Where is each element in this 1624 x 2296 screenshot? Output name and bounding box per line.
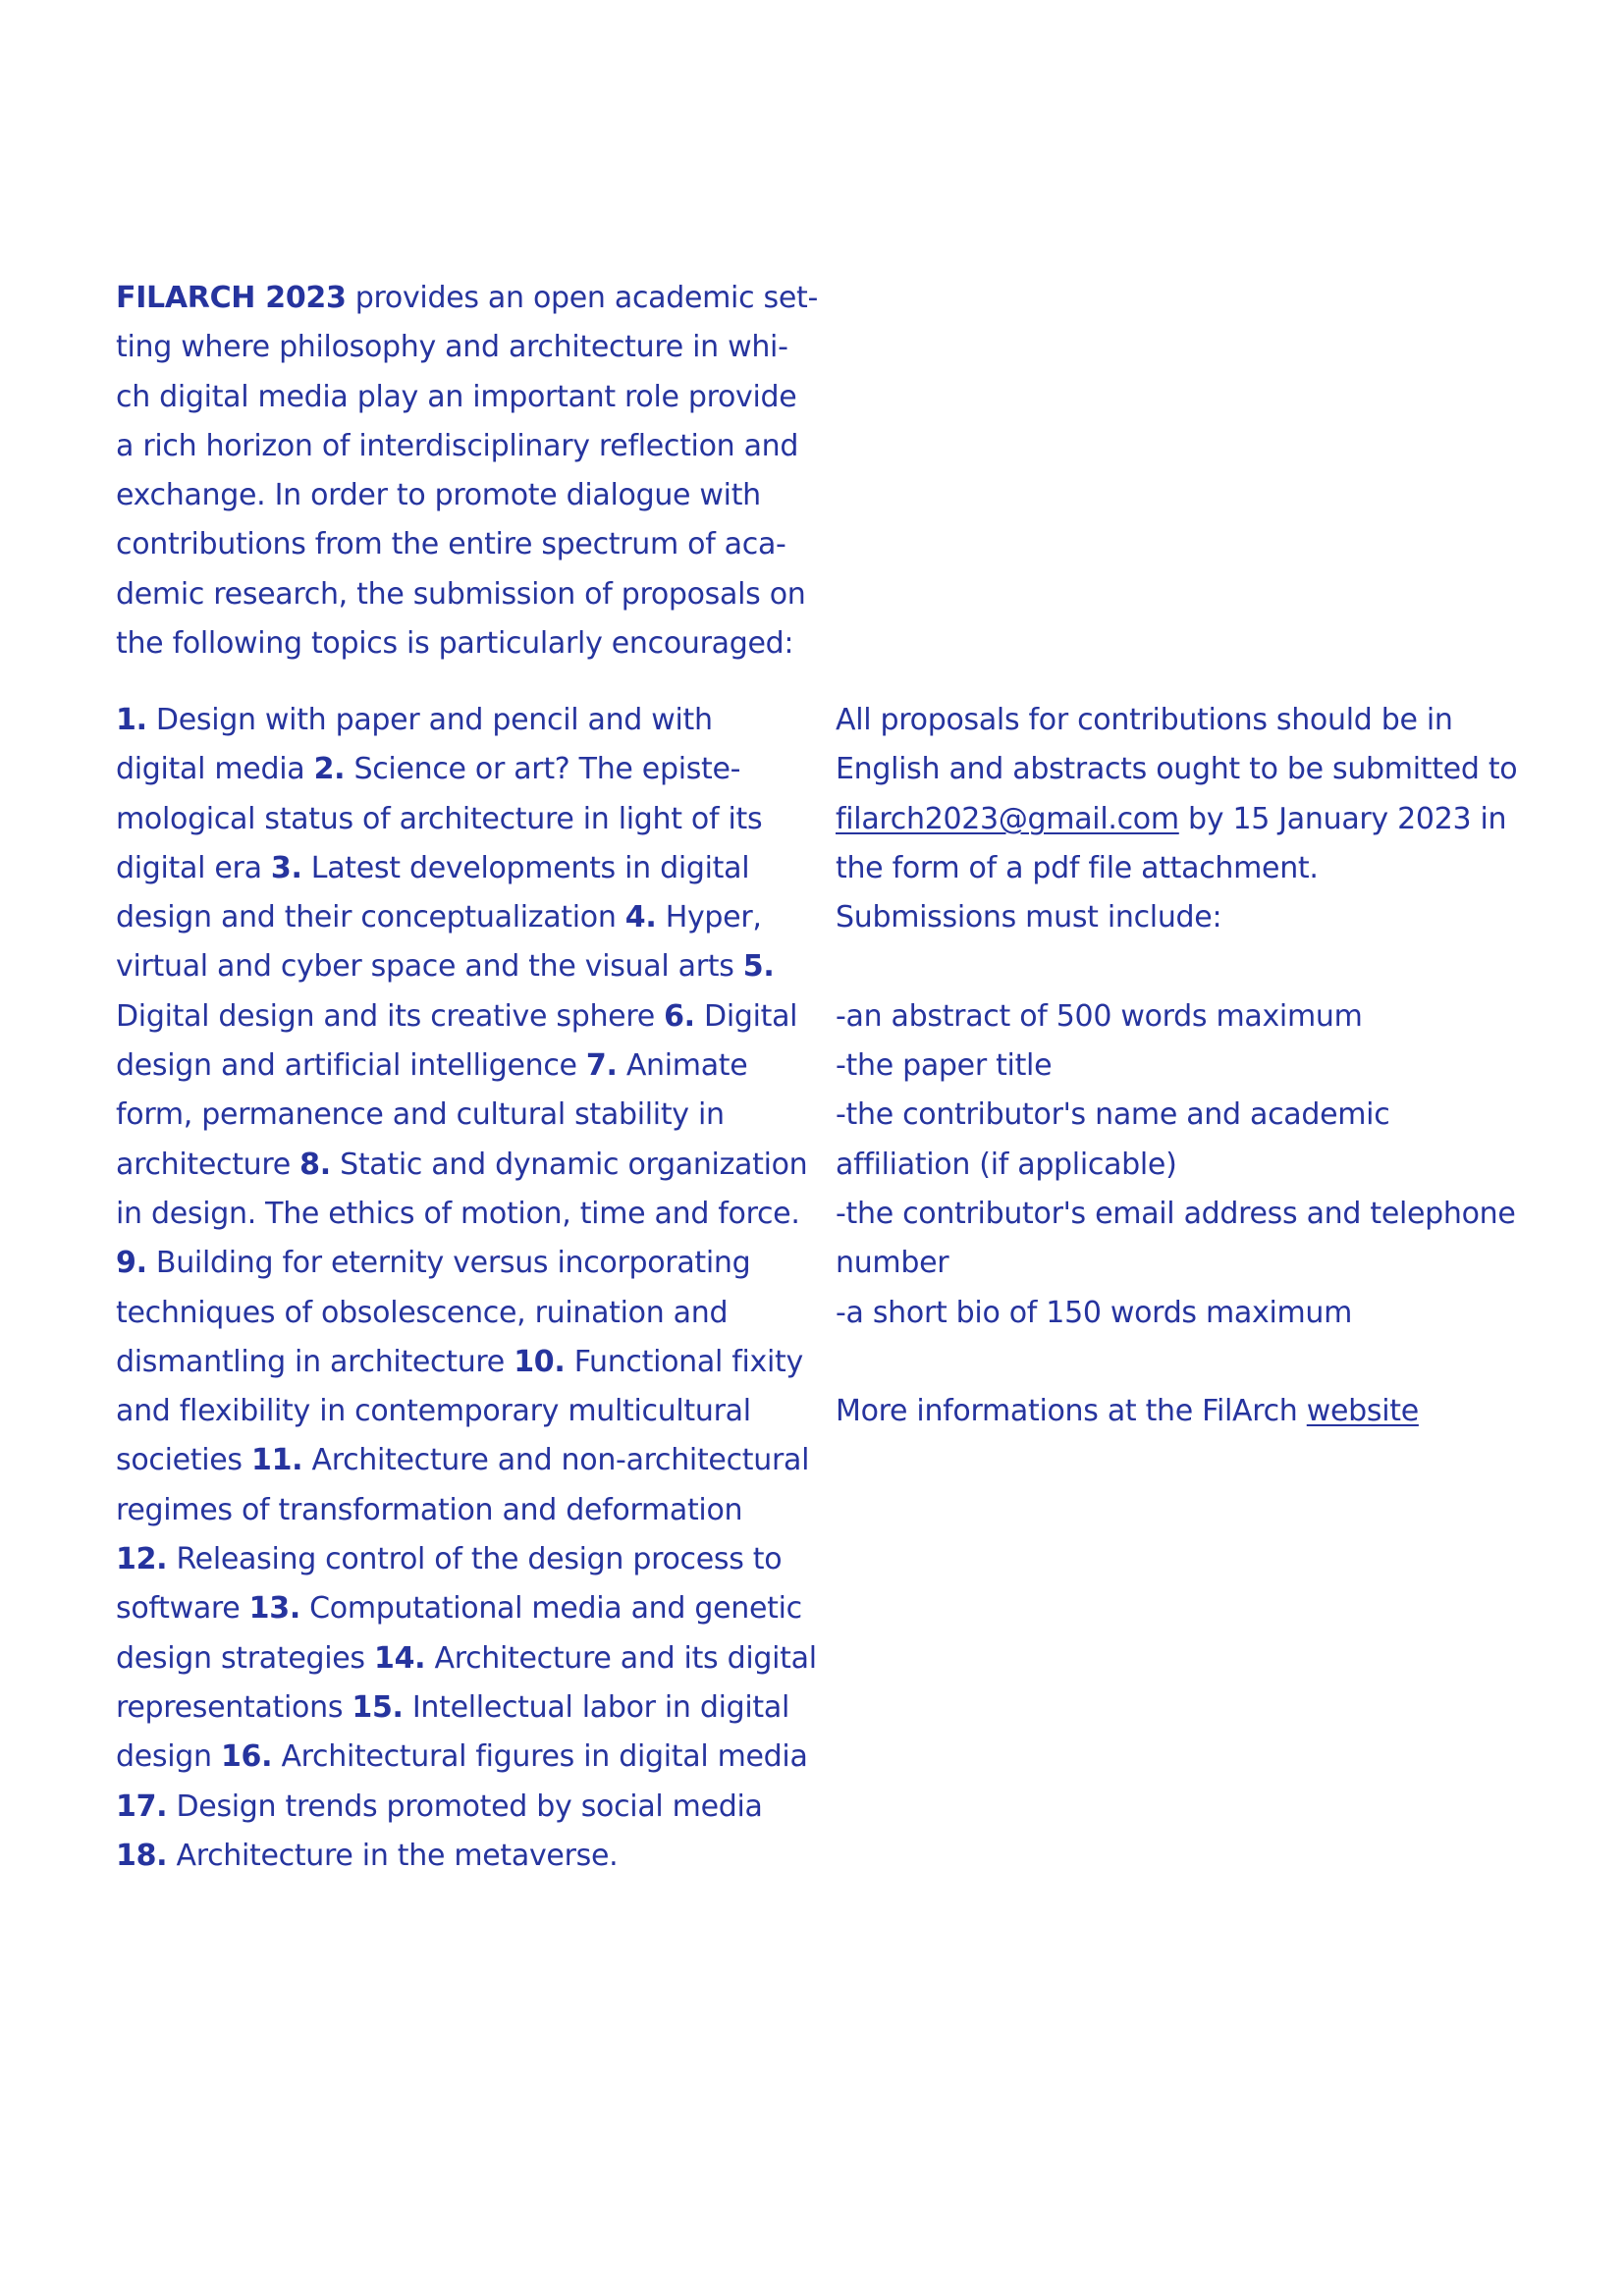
topic-text: Design with paper and pencil and with [146, 703, 713, 737]
topic-text: form, permanence and cultural stability in [116, 1097, 725, 1133]
topic-number: 5. [742, 949, 775, 985]
topic-line [116, 795, 823, 844]
topic-line [116, 1436, 823, 1485]
topic-number: 17. [116, 1789, 168, 1824]
topic-text: software [116, 1591, 249, 1627]
topic-line [116, 844, 823, 893]
topic-text: Static and dynamic organization [330, 1147, 808, 1182]
topic-text: in design. The ethics of motion, time and force. [116, 1196, 800, 1231]
topic-line [116, 1486, 823, 1535]
topic-number: 4. [624, 900, 657, 935]
topic-number: 6. [664, 998, 695, 1034]
intro-line-3: ch digital media play an important role provide [116, 379, 797, 414]
topic-line [116, 1733, 823, 1782]
submission-line-1: All proposals for contributions should be in [836, 703, 1453, 737]
topic-text: mological status of architecture in light of its [116, 801, 763, 836]
topic-text: Architectural figures in digital media [272, 1739, 808, 1775]
spacer [836, 942, 1543, 991]
requirement-item: number [836, 1246, 949, 1281]
website-link[interactable]: website [1306, 1394, 1419, 1429]
topic-text: design strategies [116, 1640, 374, 1676]
topic-line [116, 1783, 823, 1832]
intro-line-5: exchange. In order to promote dialogue with [116, 478, 761, 513]
topic-text: representations [116, 1689, 352, 1725]
topic-number: 8. [299, 1147, 331, 1182]
topic-line [116, 992, 823, 1041]
topic-line [116, 1190, 823, 1239]
intro-line-8: the following topics is particularly encouraged: [116, 626, 794, 662]
topic-text: and flexibility in contemporary multicultural [116, 1394, 751, 1429]
spacer [836, 1338, 1543, 1387]
topic-line [116, 1832, 823, 1881]
topic-text: Design trends promoted by social media [167, 1789, 763, 1824]
topic-number: 10. [514, 1344, 566, 1379]
topic-line [116, 893, 823, 942]
intro-line-4: a rich horizon of interdisciplinary reflection and [116, 428, 799, 463]
topic-text: Digital [694, 998, 798, 1034]
topic-text: design and artificial intelligence [116, 1048, 586, 1084]
topic-text: Releasing control of the design process to [167, 1542, 783, 1577]
intro-line-7: demic research, the submission of proposals on [116, 576, 806, 612]
topic-text: Building for eternity versus incorporating [146, 1246, 751, 1281]
topic-text: Animate [617, 1048, 748, 1084]
submission-line-5: Submissions must include: [836, 900, 1222, 935]
topic-text: Intellectual labor in digital [403, 1689, 790, 1725]
topic-line [116, 696, 823, 745]
topic-text: design and their conceptualization [116, 900, 625, 935]
topic-line [116, 745, 823, 794]
topic-line [116, 1091, 823, 1140]
topic-line [116, 1634, 823, 1683]
topic-text: digital media [116, 752, 314, 787]
topic-number: 11. [251, 1443, 303, 1478]
topic-number: 9. [116, 1246, 147, 1281]
topic-line [116, 1387, 823, 1436]
email-link[interactable]: filarch2023@gmail.com [836, 801, 1179, 836]
topic-number: 14. [374, 1640, 426, 1676]
more-info-line: More informations at the FilArch website [836, 1394, 1419, 1429]
topic-line [116, 1289, 823, 1338]
topic-line [116, 1535, 823, 1584]
topic-line [116, 1338, 823, 1387]
submission-info [836, 696, 1543, 1436]
topic-number: 1. [116, 703, 147, 737]
intro-line-2: ting where philosophy and architecture in whi- [116, 330, 788, 365]
topic-number: 18. [116, 1838, 168, 1873]
topic-text: design [116, 1739, 221, 1775]
topic-text: architecture [116, 1147, 300, 1182]
topic-number: 13. [248, 1591, 300, 1627]
topic-text: Architecture and its digital [425, 1640, 817, 1676]
topic-number: 7. [585, 1048, 618, 1084]
topic-text: digital era [116, 850, 271, 885]
topic-text: dismantling in architecture [116, 1344, 514, 1379]
submission-line-3: filarch2023@gmail.com by 15 January 2023 in [836, 801, 1507, 836]
topic-line [116, 1683, 823, 1733]
topic-number: 15. [352, 1689, 404, 1725]
topic-text: Functional fixity [565, 1344, 803, 1379]
topic-text: Computational media and genetic [299, 1591, 802, 1627]
topic-text: Hyper, [656, 900, 762, 935]
topic-text: virtual and cyber space and the visual arts [116, 949, 743, 985]
topic-line [116, 942, 823, 991]
topic-text: techniques of obsolescence, ruination and [116, 1295, 729, 1330]
topic-number: 12. [116, 1542, 168, 1577]
topic-text: Architecture in the metaverse. [167, 1838, 619, 1873]
submission-line-2: English and abstracts ought to be submitted to [836, 752, 1518, 787]
topic-text: Science or art? The episte- [345, 752, 741, 787]
requirement-item: -the contributor's name and academic [836, 1097, 1390, 1133]
topic-line [116, 1584, 823, 1633]
intro-paragraph [116, 274, 823, 668]
topic-number: 3. [270, 850, 302, 885]
intro-line-6: contributions from the entire spectrum of aca- [116, 527, 786, 562]
requirement-item: -the paper title [836, 1048, 1053, 1084]
topic-line [116, 1239, 823, 1288]
topic-text: regimes of transformation and deformation [116, 1492, 743, 1527]
topic-text: Digital design and its creative sphere [116, 998, 665, 1034]
topic-line [116, 1041, 823, 1091]
topic-text: Latest developments in digital [301, 850, 750, 885]
topic-number: 2. [313, 752, 346, 787]
event-name: FILARCH 2023 [116, 281, 347, 315]
intro-line-1: FILARCH 2023 provides an open academic set- [116, 281, 818, 315]
submission-line-4: the form of a pdf file attachment. [836, 850, 1319, 885]
requirement-item: affiliation (if applicable) [836, 1147, 1177, 1182]
topic-text: societies [116, 1443, 251, 1478]
requirement-item: -the contributor's email address and telephone [836, 1196, 1516, 1231]
requirement-item: -a short bio of 150 words maximum [836, 1295, 1353, 1330]
topic-text: Architecture and non-architectural [302, 1443, 810, 1478]
topic-line [116, 1141, 823, 1190]
topics-list [116, 696, 823, 1881]
topic-number: 16. [220, 1739, 273, 1775]
requirement-item: -an abstract of 500 words maximum [836, 998, 1363, 1034]
